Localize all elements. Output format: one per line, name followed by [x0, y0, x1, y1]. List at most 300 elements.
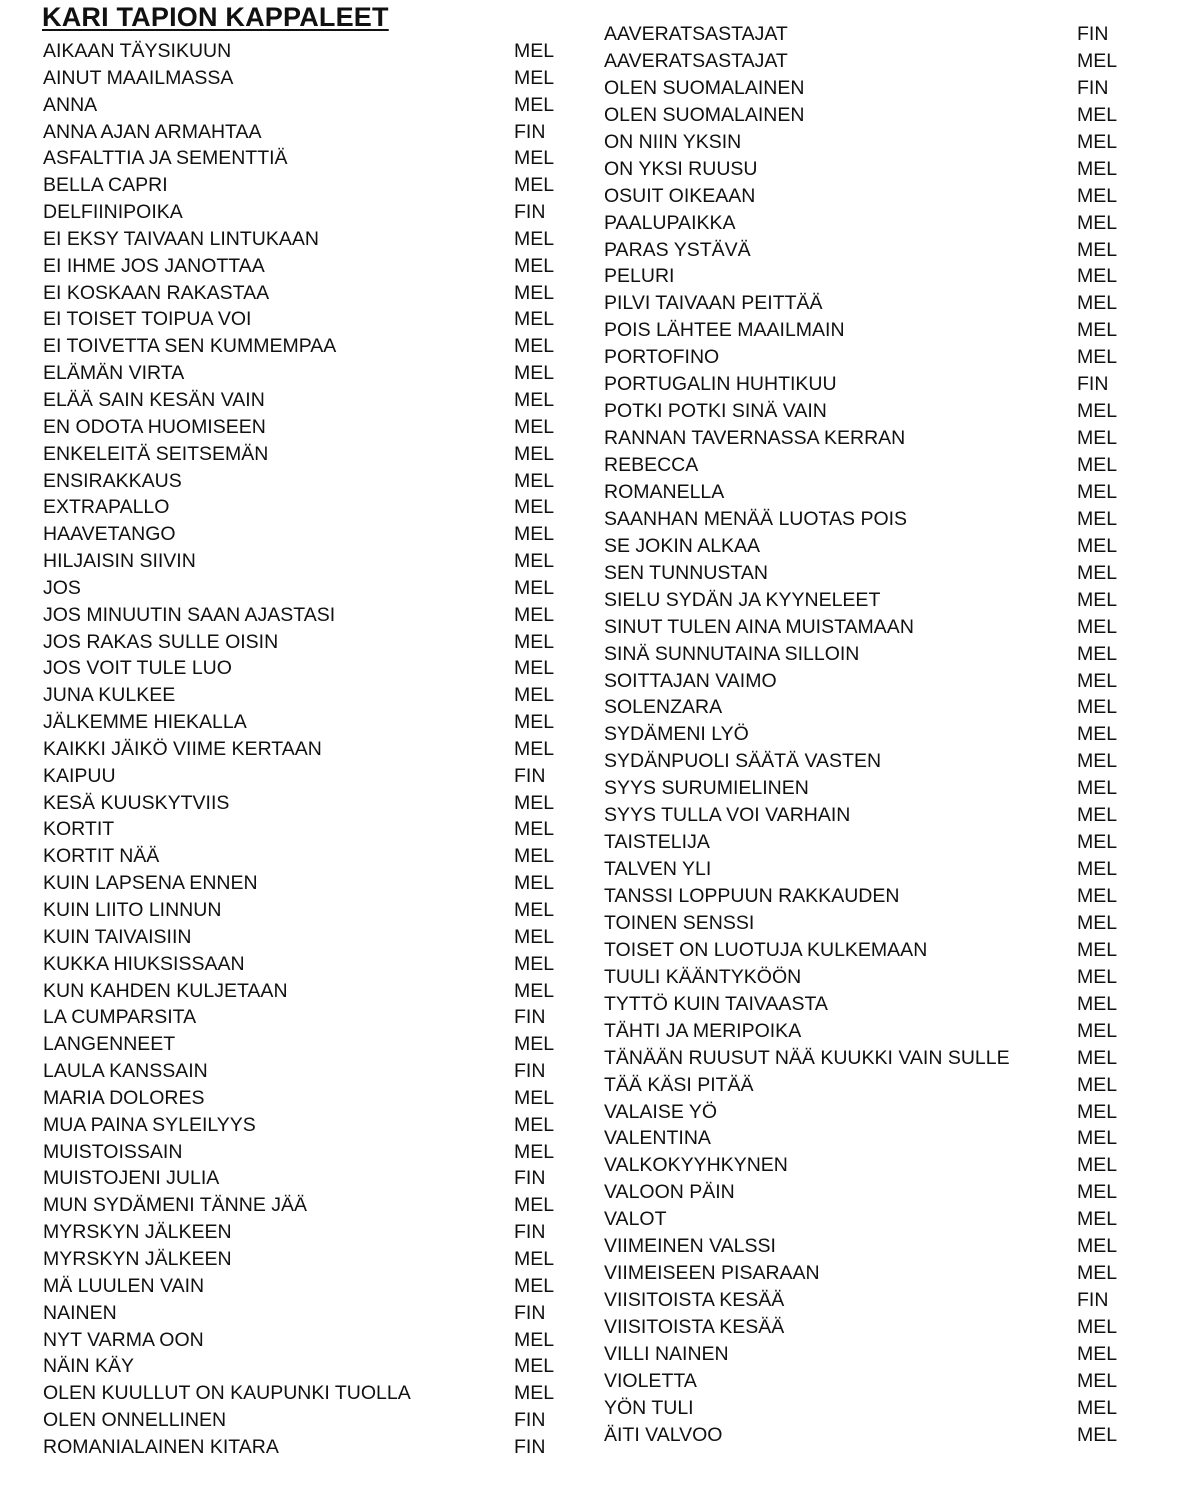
song-row — [43, 1407, 563, 1434]
song-title: TÄHTI JA MERIPOIKA — [604, 1019, 802, 1042]
song-title: DELFIINIPOIKA — [43, 201, 183, 224]
song-row — [43, 521, 563, 548]
song-title: LA CUMPARSITA — [43, 1006, 197, 1029]
song-title: JOS MINUUTIN SAAN AJASTASI — [43, 603, 336, 626]
song-list-right — [604, 21, 1129, 1449]
song-code: MEL — [514, 1140, 555, 1163]
song-code: MEL — [1077, 103, 1118, 126]
song-row — [604, 802, 1129, 829]
song-row — [604, 75, 1129, 102]
song-row — [604, 1422, 1129, 1449]
song-title: SOITTAJAN VAIMO — [604, 669, 777, 692]
song-code: MEL — [514, 737, 555, 760]
song-row — [43, 602, 563, 629]
song-row — [43, 790, 563, 817]
song-title: JOS RAKAS SULLE OISIN — [43, 630, 279, 653]
song-title: EI EKSY TAIVAAN LINTUKAAN — [43, 227, 319, 250]
song-code: MEL — [514, 603, 555, 626]
song-code: MEL — [514, 415, 555, 438]
song-code: MEL — [1077, 480, 1118, 503]
song-code: MEL — [1077, 1396, 1118, 1419]
song-title: TAISTELIJA — [604, 831, 710, 854]
song-code: MEL — [1077, 184, 1118, 207]
song-title: ELÄÄ SAIN KESÄN VAIN — [43, 388, 265, 411]
song-row — [604, 129, 1129, 156]
song-title: SINÄ SUNNUTAINA SILLOIN — [604, 642, 860, 665]
song-row — [43, 1219, 563, 1246]
song-row — [43, 172, 563, 199]
song-row — [43, 1192, 563, 1219]
song-code: MEL — [1077, 965, 1118, 988]
song-row — [604, 371, 1129, 398]
song-code: MEL — [1077, 723, 1118, 746]
song-code: MEL — [1077, 831, 1118, 854]
song-row — [43, 145, 563, 172]
song-title: TALVEN YLI — [604, 858, 712, 881]
song-row — [604, 1287, 1129, 1314]
song-code: MEL — [514, 1328, 555, 1351]
song-code: MEL — [514, 1247, 555, 1270]
song-code: MEL — [1077, 561, 1118, 584]
song-row — [604, 910, 1129, 937]
song-title: POIS LÄHTEE MAAILMAIN — [604, 319, 845, 342]
song-row — [604, 964, 1129, 991]
song-row — [604, 1395, 1129, 1422]
song-code: MEL — [514, 1355, 555, 1378]
song-code: MEL — [514, 523, 555, 546]
song-code: MEL — [514, 1194, 555, 1217]
song-code: MEL — [1077, 1423, 1118, 1446]
song-title: PORTUGALIN HUHTIKUU — [604, 373, 837, 396]
song-row — [43, 1434, 563, 1461]
song-row — [604, 183, 1129, 210]
song-title: VALAISE YÖ — [604, 1100, 718, 1123]
song-code: MEL — [1077, 265, 1118, 288]
song-row — [604, 1206, 1129, 1233]
song-code: FIN — [514, 1006, 546, 1029]
song-title: AINUT MAAILMASSA — [43, 66, 234, 89]
song-code: MEL — [514, 174, 555, 197]
song-code: MEL — [514, 711, 555, 734]
song-row — [604, 398, 1129, 425]
song-title: JUNA KULKEE — [43, 684, 176, 707]
song-row — [43, 763, 563, 790]
song-code: MEL — [514, 469, 555, 492]
song-code: MEL — [1077, 1154, 1118, 1177]
song-title: ENSIRAKKAUS — [43, 469, 182, 492]
song-code: MEL — [1077, 427, 1118, 450]
song-row — [604, 883, 1129, 910]
song-code: MEL — [514, 362, 555, 385]
song-title: TÄÄ KÄSI PITÄÄ — [604, 1073, 754, 1096]
song-title: RANNAN TAVERNASSA KERRAN — [604, 427, 906, 450]
song-title: VALOON PÄIN — [604, 1181, 735, 1204]
song-code: MEL — [514, 1382, 555, 1405]
song-title: AAVERATSASTAJAT — [604, 49, 788, 72]
song-title: ON NIIN YKSIN — [604, 130, 742, 153]
page-title: KARI TAPION KAPPALEET — [42, 2, 389, 32]
song-row — [43, 414, 563, 441]
song-code: MEL — [514, 308, 555, 331]
song-code: MEL — [514, 899, 555, 921]
song-title: ASFALTTIA JA SEMENTTIÄ — [43, 147, 288, 170]
song-row — [43, 1246, 563, 1273]
song-title: NÄIN KÄY — [43, 1355, 135, 1378]
song-title: SYDÄMENI LYÖ — [604, 723, 749, 746]
song-code: MEL — [514, 952, 555, 975]
song-code: MEL — [514, 550, 555, 573]
song-code: MEL — [1077, 750, 1118, 773]
song-row — [604, 614, 1129, 641]
song-row — [604, 263, 1129, 290]
song-row — [43, 441, 563, 468]
song-code: MEL — [1077, 1019, 1118, 1042]
song-row — [43, 333, 563, 360]
song-title: VIOLETTA — [604, 1369, 697, 1392]
song-code: MEL — [1077, 1181, 1118, 1204]
song-title: ÄITI VALVOO — [604, 1423, 723, 1446]
song-row — [43, 843, 563, 870]
song-code: MEL — [514, 684, 555, 707]
song-row — [604, 937, 1129, 964]
song-title: MYRSKYN JÄLKEEN — [43, 1221, 232, 1244]
song-row — [604, 1018, 1129, 1045]
song-row — [604, 694, 1129, 721]
song-row — [604, 1233, 1129, 1260]
song-title: PILVI TAIVAAN PEITTÄÄ — [604, 292, 823, 315]
song-title: SYYS SURUMIELINEN — [604, 777, 809, 800]
song-code: MEL — [1077, 238, 1118, 261]
song-row — [43, 548, 563, 575]
song-code: MEL — [514, 1033, 555, 1056]
song-code: MEL — [514, 93, 555, 116]
song-code: MEL — [514, 657, 555, 680]
song-title: REBECCA — [604, 454, 699, 476]
song-row — [43, 92, 563, 119]
song-code: MEL — [1077, 992, 1118, 1015]
song-title: KUIN TAIVAISIIN — [43, 925, 192, 948]
song-row — [43, 1031, 563, 1058]
song-row — [43, 1165, 563, 1192]
song-code: FIN — [514, 120, 546, 143]
song-code: MEL — [1077, 1342, 1118, 1365]
song-title: MUA PAINA SYLEILYYS — [43, 1113, 256, 1136]
song-title: ON YKSI RUUSU — [604, 157, 758, 180]
song-row — [43, 1112, 563, 1139]
song-code: MEL — [1077, 1208, 1118, 1231]
song-row — [604, 1072, 1129, 1099]
song-title: EI TOISET TOIPUA VOI — [43, 308, 252, 331]
song-code: MEL — [1077, 454, 1118, 476]
song-title: MUISTOJENI JULIA — [43, 1167, 220, 1190]
song-code: MEL — [514, 845, 555, 868]
song-row — [604, 425, 1129, 452]
song-title: VALENTINA — [604, 1127, 711, 1150]
song-row — [604, 102, 1129, 129]
song-row — [604, 641, 1129, 668]
song-code: MEL — [514, 66, 555, 89]
song-code: MEL — [1077, 49, 1118, 72]
song-row — [43, 38, 563, 65]
song-code: MEL — [1077, 804, 1118, 827]
song-code: MEL — [514, 40, 555, 62]
song-row — [43, 682, 563, 709]
song-row — [43, 360, 563, 387]
song-title: TÄNÄÄN RUUSUT NÄÄ KUUKKI VAIN SULLE — [604, 1046, 1010, 1069]
song-title: HAAVETANGO — [43, 523, 176, 546]
song-code: MEL — [514, 147, 555, 170]
song-row — [43, 1353, 563, 1380]
song-title: OLEN KUULLUT ON KAUPUNKI TUOLLA — [43, 1382, 411, 1405]
song-code: MEL — [514, 1113, 555, 1136]
song-title: ANNA AJAN ARMAHTAA — [43, 120, 262, 143]
song-row — [43, 897, 563, 924]
song-code: MEL — [1077, 292, 1118, 315]
song-code: MEL — [1077, 777, 1118, 800]
song-code: MEL — [1077, 1235, 1118, 1258]
song-title: OLEN SUOMALAINEN — [604, 103, 805, 126]
song-title: EN ODOTA HUOMISEEN — [43, 415, 266, 438]
song-title: VIISITOISTA KESÄÄ — [604, 1316, 785, 1338]
song-title: PARAS YSTÄVÄ — [604, 238, 751, 261]
song-row — [43, 629, 563, 656]
song-title: OSUIT OIKEAAN — [604, 184, 756, 207]
song-title: KAIKKI JÄIKÖ VIIME KERTAAN — [43, 737, 322, 760]
song-title: POTKI POTKI SINÄ VAIN — [604, 400, 827, 423]
song-row — [43, 65, 563, 92]
song-row — [43, 816, 563, 843]
song-title: SE JOKIN ALKAA — [604, 534, 761, 557]
song-title: PAALUPAIKKA — [604, 211, 736, 234]
song-title: EXTRAPALLO — [43, 496, 170, 519]
song-row — [43, 978, 563, 1005]
song-row — [43, 468, 563, 495]
song-code: FIN — [514, 1167, 546, 1190]
song-row — [604, 1314, 1129, 1341]
song-title: EI IHME JOS JANOTTAA — [43, 254, 265, 277]
song-code: MEL — [514, 872, 555, 895]
song-code: MEL — [1077, 938, 1118, 961]
song-code: FIN — [1077, 1289, 1109, 1312]
song-row — [43, 655, 563, 682]
song-row — [604, 829, 1129, 856]
song-row — [604, 560, 1129, 587]
song-title: ROMANIALAINEN KITARA — [43, 1435, 279, 1458]
song-title: ROMANELLA — [604, 480, 725, 503]
song-row — [604, 991, 1129, 1018]
song-code: MEL — [1077, 1100, 1118, 1123]
song-title: NAINEN — [43, 1301, 117, 1324]
song-row — [604, 1368, 1129, 1395]
song-code: MEL — [1077, 588, 1118, 611]
song-title: KORTIT — [43, 818, 115, 841]
song-row — [604, 452, 1129, 479]
song-title: HILJAISIN SIIVIN — [43, 550, 196, 573]
song-title: AAVERATSASTAJAT — [604, 23, 788, 45]
song-code: MEL — [1077, 211, 1118, 234]
song-code: MEL — [514, 791, 555, 814]
song-title: KESÄ KUUSKYTVIIS — [43, 791, 230, 814]
song-title: KUKKA HIUKSISSAAN — [43, 952, 245, 975]
song-code: MEL — [1077, 885, 1118, 907]
song-code: MEL — [514, 979, 555, 1002]
song-row — [604, 1125, 1129, 1152]
song-row — [43, 119, 563, 146]
song-code: FIN — [514, 1221, 546, 1244]
song-row — [43, 1085, 563, 1112]
song-title: VIIMEINEN VALSSI — [604, 1235, 776, 1258]
song-code: MEL — [1077, 911, 1118, 934]
song-row — [604, 721, 1129, 748]
song-title: SYYS TULLA VOI VARHAIN — [604, 804, 851, 827]
song-code: MEL — [514, 254, 555, 277]
song-row — [43, 736, 563, 763]
song-code: MEL — [514, 1274, 555, 1297]
song-row — [604, 237, 1129, 264]
song-row — [43, 575, 563, 602]
song-code: MEL — [1077, 346, 1118, 369]
song-title: OLEN SUOMALAINEN — [604, 76, 805, 99]
song-code: MEL — [514, 496, 555, 519]
song-title: ENKELEITÄ SEITSEMÄN — [43, 442, 269, 465]
song-row — [43, 199, 563, 226]
song-title: KORTIT NÄÄ — [43, 845, 160, 868]
song-title: JOS — [43, 576, 81, 599]
song-row — [604, 1045, 1129, 1072]
song-title: MUISTOISSAIN — [43, 1140, 183, 1163]
song-code: MEL — [1077, 1046, 1118, 1069]
song-code: MEL — [514, 442, 555, 465]
song-code: FIN — [514, 1301, 546, 1324]
song-code: MEL — [514, 335, 555, 358]
song-title: SINUT TULEN AINA MUISTAMAAN — [604, 615, 914, 638]
song-code: MEL — [1077, 615, 1118, 638]
song-row — [604, 775, 1129, 802]
song-title: LAULA KANSSAIN — [43, 1060, 208, 1083]
song-row — [43, 870, 563, 897]
song-title: VALKOKYYHKYNEN — [604, 1154, 788, 1177]
song-row — [604, 668, 1129, 695]
song-title: KUIN LIITO LINNUN — [43, 899, 222, 921]
song-title: VILLI NAINEN — [604, 1342, 729, 1365]
song-row — [604, 344, 1129, 371]
song-title: TANSSI LOPPUUN RAKKAUDEN — [604, 885, 900, 907]
song-title: MARIA DOLORES — [43, 1086, 205, 1109]
song-row — [43, 1327, 563, 1354]
song-title: SOLENZARA — [604, 696, 723, 719]
song-title: VIIMEISEEN PISARAAN — [604, 1262, 820, 1285]
song-row — [43, 226, 563, 253]
song-title: JOS VOIT TULE LUO — [43, 657, 232, 680]
song-row — [43, 924, 563, 951]
song-code: MEL — [1077, 669, 1118, 692]
song-row — [604, 1260, 1129, 1287]
song-title: MUN SYDÄMENI TÄNNE JÄÄ — [43, 1194, 308, 1217]
song-title: PORTOFINO — [604, 346, 720, 369]
song-row — [43, 709, 563, 736]
song-row — [43, 387, 563, 414]
song-code: FIN — [514, 1060, 546, 1083]
song-row — [604, 479, 1129, 506]
song-title: BELLA CAPRI — [43, 174, 168, 197]
song-row — [43, 1300, 563, 1327]
song-code: MEL — [514, 818, 555, 841]
song-title: MÄ LUULEN VAIN — [43, 1274, 205, 1297]
song-code: FIN — [1077, 23, 1109, 45]
song-row — [43, 1273, 563, 1300]
song-title: VALOT — [604, 1208, 667, 1231]
song-code: MEL — [514, 576, 555, 599]
song-title: ELÄMÄN VIRTA — [43, 362, 185, 385]
song-title: ANNA — [43, 93, 98, 116]
song-title: VIISITOISTA KESÄÄ — [604, 1289, 785, 1312]
song-row — [604, 533, 1129, 560]
song-row — [604, 210, 1129, 237]
song-row — [43, 1004, 563, 1031]
song-title: EI TOIVETTA SEN KUMMEMPAA — [43, 335, 337, 358]
song-row — [43, 280, 563, 307]
song-title: YÖN TULI — [604, 1396, 694, 1419]
song-title: NYT VARMA OON — [43, 1328, 204, 1351]
song-code: MEL — [1077, 400, 1118, 423]
song-title: SEN TUNNUSTAN — [604, 561, 768, 584]
song-code: MEL — [514, 281, 555, 304]
song-code: FIN — [1077, 76, 1109, 99]
song-title: KAIPUU — [43, 764, 116, 787]
song-code: MEL — [1077, 1316, 1118, 1338]
song-title: LANGENNEET — [43, 1033, 176, 1056]
song-code: MEL — [1077, 642, 1118, 665]
song-code: MEL — [1077, 1127, 1118, 1150]
song-code: MEL — [1077, 1073, 1118, 1096]
song-code: MEL — [514, 1086, 555, 1109]
song-code: MEL — [514, 227, 555, 250]
song-list-left — [43, 38, 563, 1461]
song-row — [604, 317, 1129, 344]
song-title: EI KOSKAAN RAKASTAA — [43, 281, 270, 304]
song-code: MEL — [1077, 130, 1118, 153]
song-title: TYTTÖ KUIN TAIVAASTA — [604, 992, 828, 1015]
song-row — [604, 290, 1129, 317]
song-row — [604, 21, 1129, 48]
song-title: KUN KAHDEN KULJETAAN — [43, 979, 288, 1002]
song-code: FIN — [514, 201, 546, 224]
song-row — [604, 1152, 1129, 1179]
song-row — [43, 1380, 563, 1407]
song-code: MEL — [1077, 1369, 1118, 1392]
song-code: MEL — [514, 925, 555, 948]
song-row — [604, 1341, 1129, 1368]
song-row — [43, 253, 563, 280]
song-code: MEL — [1077, 696, 1118, 719]
song-row — [604, 748, 1129, 775]
song-code: MEL — [1077, 858, 1118, 881]
song-row — [604, 48, 1129, 75]
song-title: MYRSKYN JÄLKEEN — [43, 1247, 232, 1270]
song-title: SYDÄNPUOLI SÄÄTÄ VASTEN — [604, 750, 882, 773]
song-row — [604, 1099, 1129, 1126]
song-row — [43, 951, 563, 978]
song-title: TOISET ON LUOTUJA KULKEMAAN — [604, 938, 928, 961]
song-title: PELURI — [604, 265, 675, 288]
song-row — [43, 1139, 563, 1166]
song-title: KUIN LAPSENA ENNEN — [43, 872, 258, 895]
song-code: FIN — [514, 764, 546, 787]
song-row — [604, 506, 1129, 533]
song-code: FIN — [514, 1435, 546, 1458]
song-title: OLEN ONNELLINEN — [43, 1409, 227, 1432]
song-code: MEL — [514, 388, 555, 411]
